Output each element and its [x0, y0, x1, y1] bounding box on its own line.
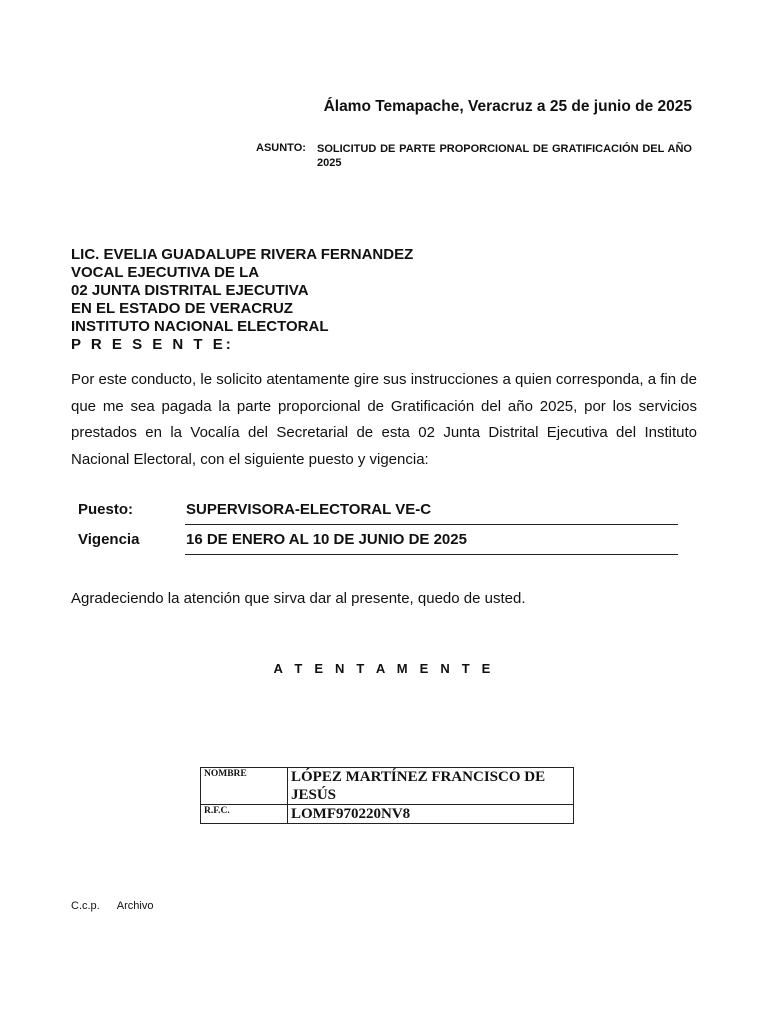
signature-row-name: [201, 768, 574, 805]
position-details: [71, 497, 678, 555]
signature-value: LOMF970220NV8: [288, 805, 574, 824]
recipient-presente: P R E S E N T E:: [71, 336, 234, 353]
detail-row-puesto: [71, 497, 678, 525]
subject-text: SOLICITUD DE PARTE PROPORCIONAL DE GRATIFICACIÓN DEL AÑO 2025: [317, 143, 692, 169]
detail-value: 16 DE ENERO AL 10 DE JUNIO DE 2025: [185, 531, 678, 555]
recipient-title: VOCAL EJECUTIVA DE LA: [71, 264, 260, 281]
body-paragraph: Por este conducto, le solicito atentamente gire sus instrucciones a quien corresponda, a fin de que me sea pagada la parte proporcional de Gratificación del año 2025, por los servicios prestados en la Vocalía del Secretarial de esta 02 Junta Distrital Ejecutiva del Instituto Nacional Electoral, con el siguiente puesto y vigencia:: [71, 371, 697, 468]
recipient-institution: INSTITUTO NACIONAL ELECTORAL: [71, 318, 329, 335]
signature-row-rfc: [201, 805, 574, 824]
recipient-state: EN EL ESTADO DE VERACRUZ: [71, 300, 293, 317]
place-and-date: Álamo Temapache, Veracruz a 25 de junio de 2025: [323, 98, 692, 115]
ccp-value: Archivo: [116, 900, 154, 912]
carbon-copy-line: [71, 900, 153, 912]
detail-row-vigencia: [71, 527, 678, 555]
subject-label: ASUNTO:: [256, 142, 306, 154]
recipient-office: 02 JUNTA DISTRITAL EJECUTIVA: [71, 282, 309, 299]
ccp-label: C.c.p.: [71, 900, 100, 912]
sign-off-heading: A T E N T A M E N T E: [273, 661, 495, 676]
detail-label: Vigencia: [78, 531, 140, 548]
detail-value: SUPERVISORA-ELECTORAL VE-C: [185, 501, 678, 525]
signature-table: [200, 767, 574, 824]
detail-label: Puesto:: [78, 501, 134, 518]
recipient-block: [71, 246, 413, 354]
signature-label: NOMBRE: [201, 768, 288, 805]
signature-label: R.F.C.: [201, 805, 288, 824]
recipient-name: LIC. EVELIA GUADALUPE RIVERA FERNANDEZ: [71, 246, 414, 263]
closing-sentence: Agradeciendo la atención que sirva dar al presente, quedo de usted.: [71, 590, 526, 607]
signature-value: LÓPEZ MARTÍNEZ FRANCISCO DE JESÚS: [288, 768, 574, 805]
